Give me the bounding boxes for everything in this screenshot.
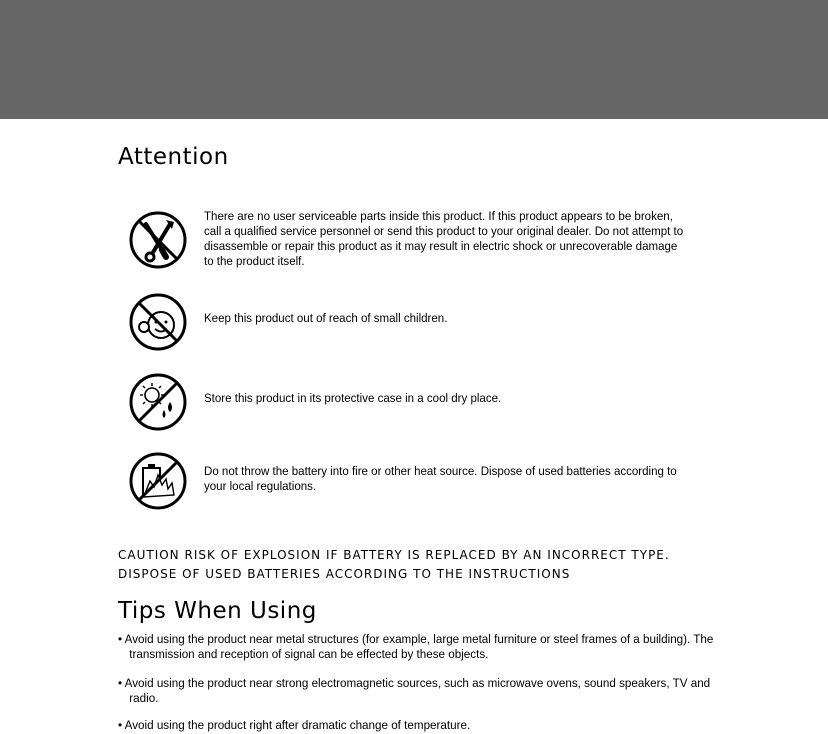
no-tools-icon xyxy=(128,210,188,270)
header-band xyxy=(0,0,828,119)
tip-item: • Avoid using the product right after dramatic change of temperature. xyxy=(118,718,471,732)
tips-title: Tips When Using xyxy=(118,598,317,624)
attention-item-text: Store this product in its protective case in a cool dry place. xyxy=(204,391,502,405)
attention-item-text: Do not throw the battery into fire or other heat source. Dispose of used batteries according to your local regulations. xyxy=(204,464,677,493)
caution-line: DISPOSE OF USED BATTERIES ACCORDING TO THE INSTRUCTIONS xyxy=(118,567,571,581)
no-children-icon xyxy=(128,292,188,352)
no-heat-moisture-icon xyxy=(128,372,188,432)
no-battery-fire-icon xyxy=(128,451,188,511)
tip-item: • Avoid using the product near strong electromagnetic sources, such as microwave ovens, sound speakers, TV and radio. xyxy=(118,676,711,705)
caution-line: CAUTION RISK OF EXPLOSION IF BATTERY IS REPLACED BY AN INCORRECT TYPE. xyxy=(118,548,670,562)
attention-item-text: There are no user serviceable parts inside this product. If this product appears to be broken, call a qualified service personnel or send this product to your original dealer. Do not attempt to disassemble or repair this product as it may result in electric shock or unrecoverable damage to the product itself. xyxy=(204,209,684,268)
attention-title: Attention xyxy=(118,144,229,170)
attention-item-text: Keep this product out of reach of small children. xyxy=(204,311,448,325)
tip-item: • Avoid using the product near metal structures (for example, large metal furniture or steel frames of a building). The transmission and reception of signal can be effected by these objects. xyxy=(118,632,714,661)
